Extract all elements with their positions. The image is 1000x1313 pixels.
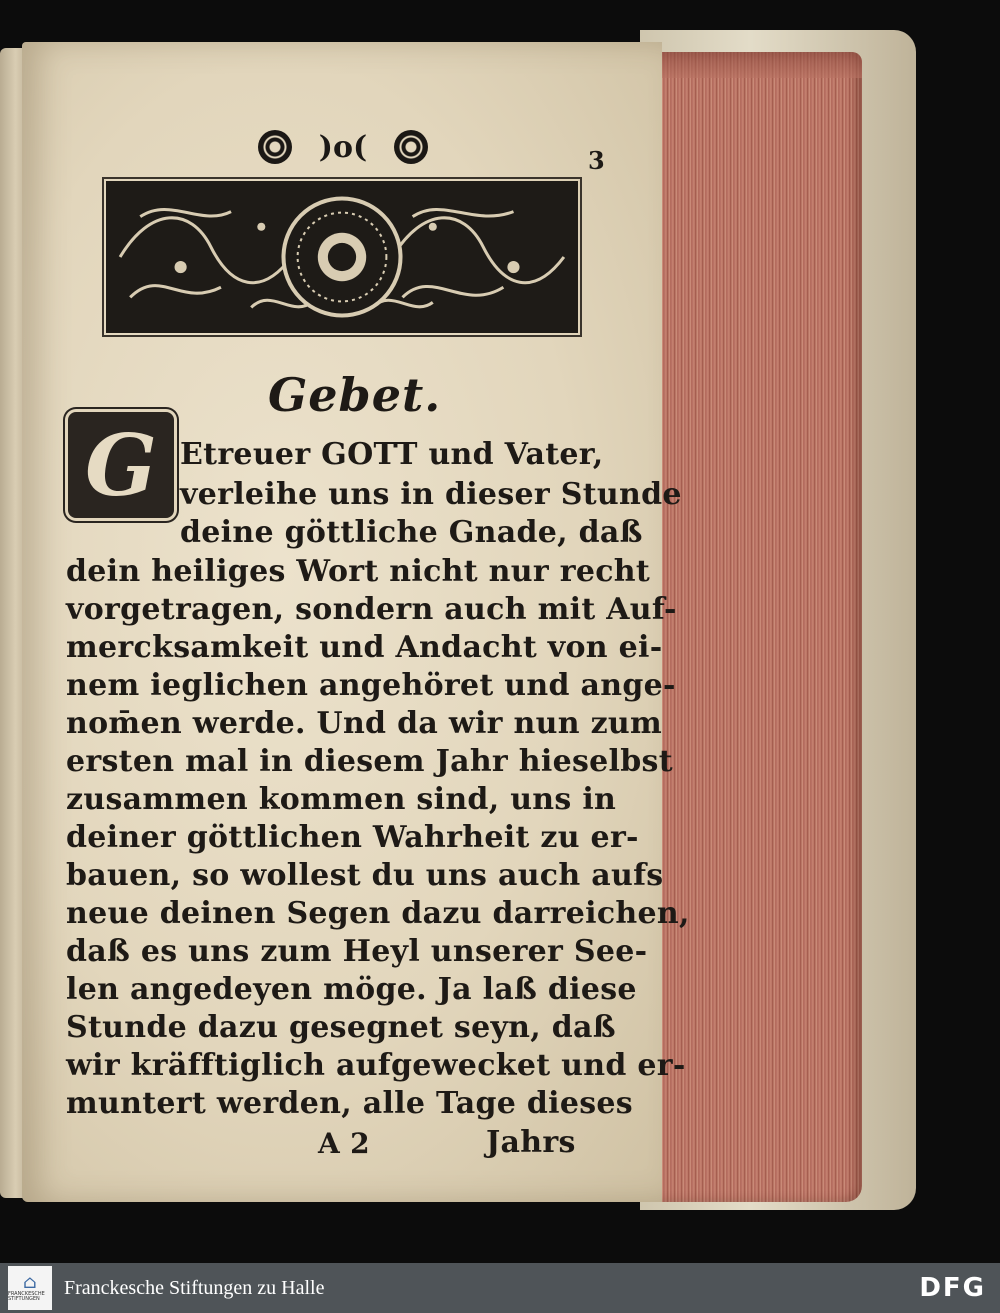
decorated-initial: G (68, 412, 174, 518)
header-ornament-text: )o( (318, 129, 368, 165)
text-line: wir kräfftiglich aufgewecket und er- (66, 1048, 686, 1083)
logo-caption: FRANCKESCHE STIFTUNGEN (8, 1290, 45, 1302)
text-line: ersten mal in diesem Jahr hieselbst (66, 744, 673, 779)
text-line: vorgetragen, sondern auch mit Auf- (66, 592, 677, 627)
text-line: daß es uns zum Heyl unserer See- (66, 934, 648, 969)
text-line: dein heiliges Wort nicht nur recht (66, 554, 651, 589)
text-line: nom̄en werde. Und da wir nun zum (66, 706, 663, 741)
text-line: bauen, so wollest du uns auch aufs (66, 858, 664, 893)
institution-name[interactable]: Franckesche Stiftungen zu Halle (64, 1276, 325, 1299)
header-ornament (258, 125, 428, 169)
building-icon: ⌂ (23, 1271, 37, 1293)
signature-mark: A 2 (318, 1127, 370, 1160)
rosette-left-icon (258, 130, 292, 164)
viewer-footer (0, 1263, 1000, 1313)
dfg-logo[interactable]: DFG (919, 1273, 986, 1303)
prayer-heading: Gebet. (268, 368, 442, 422)
page-number: 3 (588, 146, 605, 175)
text-line: zusammen kommen sind, uns in (66, 782, 617, 817)
text-line: nem ieglichen angehöret und ange- (66, 668, 676, 703)
woodcut-ornament-icon (110, 185, 574, 329)
text-line: verleihe uns in dieser Stunde (180, 477, 682, 512)
text-line: mercksamkeit und Andacht von ei- (66, 630, 663, 665)
institution-logo[interactable] (8, 1266, 52, 1310)
text-line: Stunde dazu gesegnet seyn, daß (66, 1010, 616, 1045)
text-line: len angedeyen möge. Ja laß diese (66, 972, 637, 1007)
text-line: Etreuer GOTT und Vater, (180, 437, 604, 472)
text-line: deiner göttlichen Wahrheit zu er- (66, 820, 639, 855)
woodcut-headpiece (106, 181, 578, 333)
text-line: neue deinen Segen dazu darreichen, (66, 896, 690, 931)
text-line: deine göttliche Gnade, daß (180, 515, 643, 550)
catchword: Jahrs (486, 1125, 576, 1160)
rosette-right-icon (394, 130, 428, 164)
text-line: muntert werden, alle Tage dieses (66, 1086, 633, 1121)
